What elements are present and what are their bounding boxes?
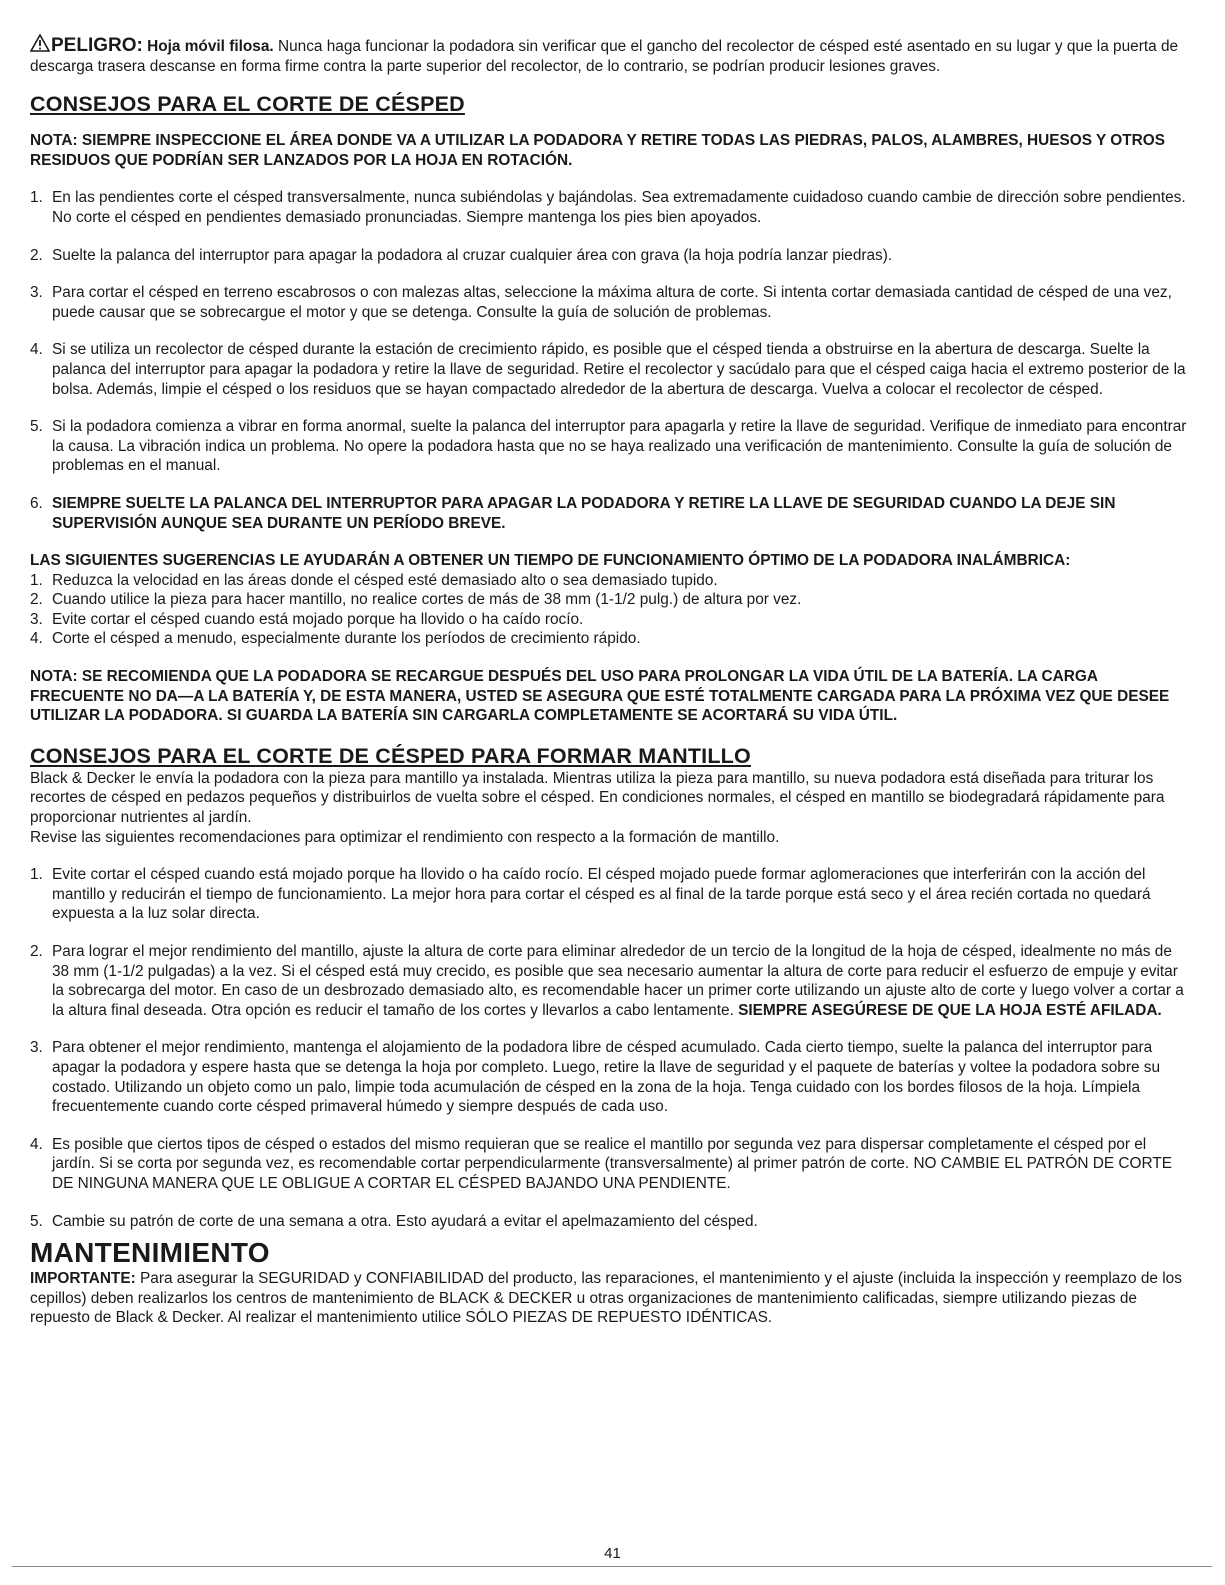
sugerencias-list — [30, 571, 1192, 649]
corte-tips-list — [30, 188, 1192, 533]
section-title-corte: CONSEJOS PARA EL CORTE DE CÉSPED — [30, 92, 465, 117]
nota-bateria: NOTA: SE RECOMIENDA QUE LA PODADORA SE RECARGUE DESPUÉS DEL USO PARA PROLONGAR LA VIDA ÚTIL DE LA BATERÍA. LA CARGA FRECUENTE NO DA—A LA BATERÍA Y, DE ESTA MANERA, USTED SE ASEGURA QUE ESTÉ TOTALMENTE CARGADA PARA LA PRÓXIMA VEZ QUE DESEE UTILIZAR LA PODADORA. SI GUARDA LA BATERÍA SIN CARGARLA COMPLETAMENTE SE ACORTARÁ SU VIDA ÚTIL. — [30, 668, 1170, 725]
list-item: 4. Si se utiliza un recolector de césped durante la estación de crecimiento rápido, es posible que el césped tienda a obstruirse en la abertura de descarga. Suelte la palanca del interruptor para apagar la podadora y retire la llave de seguridad. Retire el recolector y sacúdalo para que el césped caiga hacia el extremo posterior de la bolsa. Además, limpie el césped o los residuos que se hayan compactado alrededor de la abertura de descarga. Vuelva a colocar el recolector de césped. — [30, 341, 1186, 398]
mantillo-list — [30, 865, 1192, 1231]
importante-label: IMPORTANTE: — [30, 1270, 136, 1288]
list-item: 3. Para cortar el césped en terreno escabrosos o con malezas altas, seleccione la máxima altura de corte. Si intenta cortar demasiada cantidad de césped de una vez, puede causar que se sobrecargue el motor y que se detenga. Consulte la guía de solución de problemas. — [30, 284, 1172, 321]
warning-triangle-icon — [30, 34, 50, 52]
sugerencias-heading: LAS SIGUIENTES SUGERENCIAS LE AYUDARÁN A OBTENER UN TIEMPO DE FUNCIONAMIENTO ÓPTIMO DE LA PODADORA INALÁMBRICA: — [30, 552, 1071, 570]
danger-notice — [30, 34, 1192, 76]
list-item: 4. Corte el césped a menudo, especialmente durante los períodos de crecimiento rápido. — [30, 630, 641, 648]
list-item: 1. Reduzca la velocidad en las áreas donde el césped esté demasiado alto o sea demasiado tupido. — [30, 571, 718, 589]
list-item: 5. Si la podadora comienza a vibrar en forma anormal, suelte la palanca del interruptor para apagarla y retire la llave de seguridad. Verifique de inmediato para encontrar la causa. La vibración indica un problema. No opere la podadora hasta que no se haya realizado una verificación de mantenimiento. Consulte la guía de solución de problemas en el manual. — [30, 418, 1187, 475]
list-item: 3. Para obtener el mejor rendimiento, mantenga el alojamiento de la podadora libre de césped acumulado. Cada cierto tiempo, suelte la palanca del interruptor para apagar la podadora y espere hasta que se detenga la hoja por completo. Luego, retire la llave de seguridad y el paquete de baterías y voltee la podadora sobre su costado. Utilizando un objeto como un palo, limpie toda acumulación de césped en la zona de la hoja. Tenga cuidado con los bordes filosos de la hoja. Límpiela frecuentemente cuando corte césped primaveral húmedo y siempre después de cada uso. — [30, 1039, 1161, 1116]
nota-inspeccione: NOTA: SIEMPRE INSPECCIONE EL ÁREA DONDE VA A UTILIZAR LA PODADORA Y RETIRE TODAS LAS PIEDRAS, PALOS, ALAMBRES, HUESOS Y OTROS RESIDUOS QUE PODRÍAN SER LANZADOS POR LA HOJA EN ROTACIÓN. — [30, 132, 1166, 169]
list-item: 1. En las pendientes corte el césped transversalmente, nunca subiéndolas y bajándolas. Sea extremadamente cuidadoso cuando cambie de dirección sobre pendientes. No corte el césped en pendientes demasiado pronunciadas. Siempre mantenga los pies bien apoyados. — [30, 189, 1186, 226]
danger-label: PELIGRO: — [51, 35, 143, 56]
manual-page — [30, 34, 1192, 1328]
mantillo-intro-2: Revise las siguientes recomendaciones para optimizar el rendimiento con respecto a la formación de mantillo. — [30, 828, 780, 846]
page-number: 41 — [604, 1545, 621, 1562]
bottom-rule — [12, 1566, 1212, 1567]
list-item: 2. Cuando utilice la pieza para hacer mantillo, no realice cortes de más de 38 mm (1-1/2 pulg.) de altura por vez. — [30, 591, 802, 609]
list-item: 2. Suelte la palanca del interruptor para apagar la podadora al cruzar cualquier área con grava (la hoja podría lanzar piedras). — [30, 246, 893, 264]
danger-subtitle: Hoja móvil filosa. — [147, 38, 274, 55]
list-item: 4. Es posible que ciertos tipos de césped o estados del mismo requieran que se realice el mantillo por segunda vez para dispersar completamente el césped por el jardín. Si se corta por segunda vez, es recomendable cortar perpendicularmente (transversalmente) al primer patrón de corte. NO CAMBIE EL PATRÓN DE CORTE DE NINGUNA MANERA QUE LE OBLIGUE A CORTAR EL CÉSPED BAJANDO UNA PENDIENTE. — [30, 1135, 1172, 1192]
list-item: 3. Evite cortar el césped cuando está mojado porque ha llovido o ha caído rocío. — [30, 610, 584, 628]
section-title-mantenimiento: MANTENIMIENTO — [30, 1237, 270, 1269]
list-item: 5. Cambie su patrón de corte de una semana a otra. Esto ayudará a evitar el apelmazamiento del césped. — [30, 1212, 758, 1230]
danger-text: Nunca haga funcionar la podadora sin verificar que el gancho del recolector de césped esté asentado en su lugar y que la puerta de descarga trasera descanse en forma firme contra la parte superior del recolector, de lo contrario, se podrían producir lesiones graves. — [30, 38, 1179, 75]
list-item: 2. Para lograr el mejor rendimiento del mantillo, ajuste la altura de corte para eliminar alrededor de un tercio de la longitud de la hoja de césped, idealmente no más de 38 mm (1-1/2 pulgadas) a la vez. Si el césped está muy crecido, es posible que sea necesario aumentar la altura de corte para reducir el esfuerzo de empuje y evitar la sobrecarga del motor. En caso de un desbrozado demasiado alto, es recomendable hacer un primer corte utilizando un ajuste alto de corte y luego volver a cortar a la altura final deseada. Otra opción es reducir el tamaño de los cortes y llevarlos a cabo lentamente. SIEMPRE ASEGÚRESE DE QUE LA HOJA ESTÉ AFILADA. — [30, 943, 1184, 1019]
mantenimiento-text: IMPORTANTE: Para asegurar la SEGURIDAD y CONFIABILIDAD del producto, las reparaciones, el mantenimiento y el ajuste (incluida la inspección y reemplazo de los cepillos) deben realizarlos los centros de mantenimiento de BLACK & DECKER u otras organizaciones de mantenimiento calificadas, siempre utilizando piezas de repuesto de Black & Decker. Al realizar el mantenimiento utilice SÓLO PIEZAS DE REPUESTO IDÉNTICAS. — [30, 1270, 1182, 1327]
mantillo-intro: Black & Decker le envía la podadora con la pieza para mantillo ya instalada. Mientras utiliza la pieza para mantillo, su nueva podadora está diseñada para triturar los recortes de césped en pedazos pequeños y distribuirlos de vuelta sobre el césped. En condiciones normales, el césped en mantillo se biodegradará rápidamente para proporcionar nutrientes al jardín. — [30, 769, 1165, 827]
list-item: 6. SIEMPRE SUELTE LA PALANCA DEL INTERRUPTOR PARA APAGAR LA PODADORA Y RETIRE LA LLAVE DE SEGURIDAD CUANDO LA DEJE SIN SUPERVISIÓN AUNQUE SEA DURANTE UN PERÍODO BREVE. — [30, 494, 1116, 532]
list-item: 1. Evite cortar el césped cuando está mojado porque ha llovido o ha caído rocío. El césped mojado puede formar aglomeraciones que interferirán con la acción del mantillo y reducirán el tiempo de funcionamiento. La mejor hora para cortar el césped es al final de la tarde porque está seco y el área recién cortada no quedará expuesta a la luz solar directa. — [30, 866, 1151, 923]
section-title-mantillo: CONSEJOS PARA EL CORTE DE CÉSPED PARA FORMAR MANTILLO — [30, 743, 751, 768]
